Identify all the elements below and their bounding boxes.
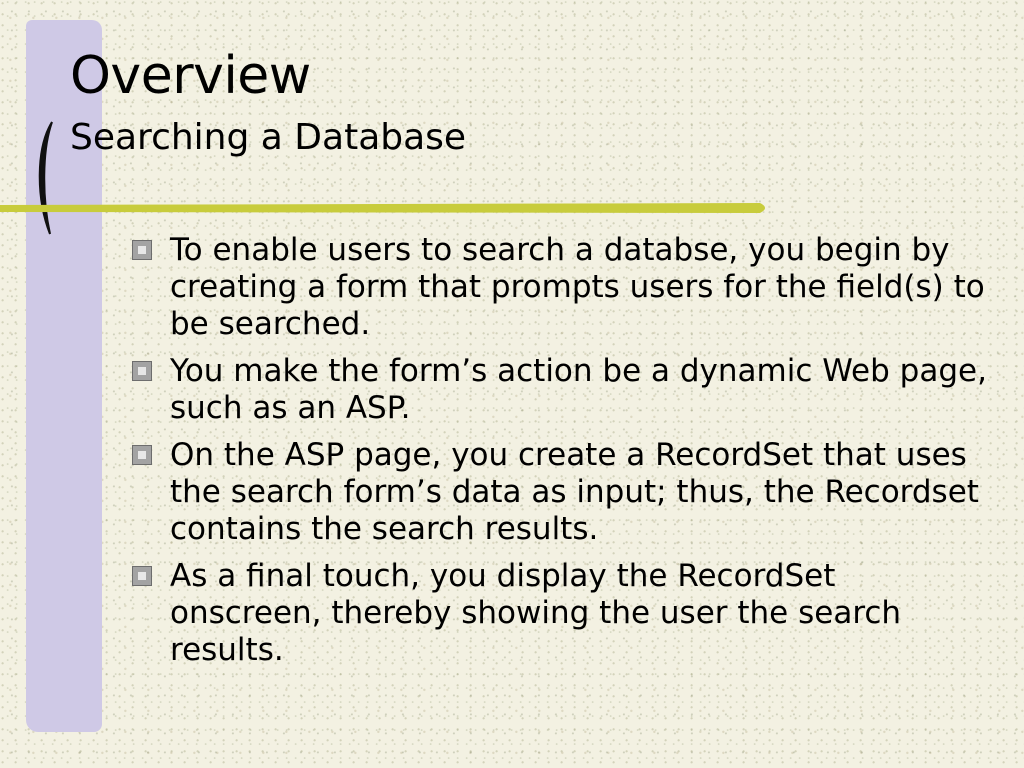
square-bullet-icon [132, 361, 152, 381]
bullet-text: On the ASP page, you create a RecordSet that uses the search form’s data as input; thus, the Recordset contains the search results. [170, 437, 979, 547]
title-underline [0, 200, 770, 216]
slide-subtitle: Searching a Database [70, 117, 467, 158]
bullet-item [130, 558, 990, 669]
bullet-item [130, 353, 990, 427]
bullet-text: To enable users to search a databse, you begin by creating a form that prompts users for the field(s) to be searched. [170, 232, 985, 342]
bullet-item [130, 232, 990, 343]
bracket-decoration [28, 118, 68, 238]
square-bullet-icon [132, 445, 152, 465]
square-bullet-icon [132, 240, 152, 260]
square-bullet-icon [132, 566, 152, 586]
bullet-list [130, 232, 990, 679]
slide-title: Overview [70, 46, 311, 106]
bullet-text: As a final touch, you display the RecordSet onscreen, thereby showing the user the search results. [170, 558, 902, 668]
bullet-text: You make the form’s action be a dynamic Web page, such as an ASP. [170, 353, 987, 426]
bullet-item [130, 437, 990, 548]
